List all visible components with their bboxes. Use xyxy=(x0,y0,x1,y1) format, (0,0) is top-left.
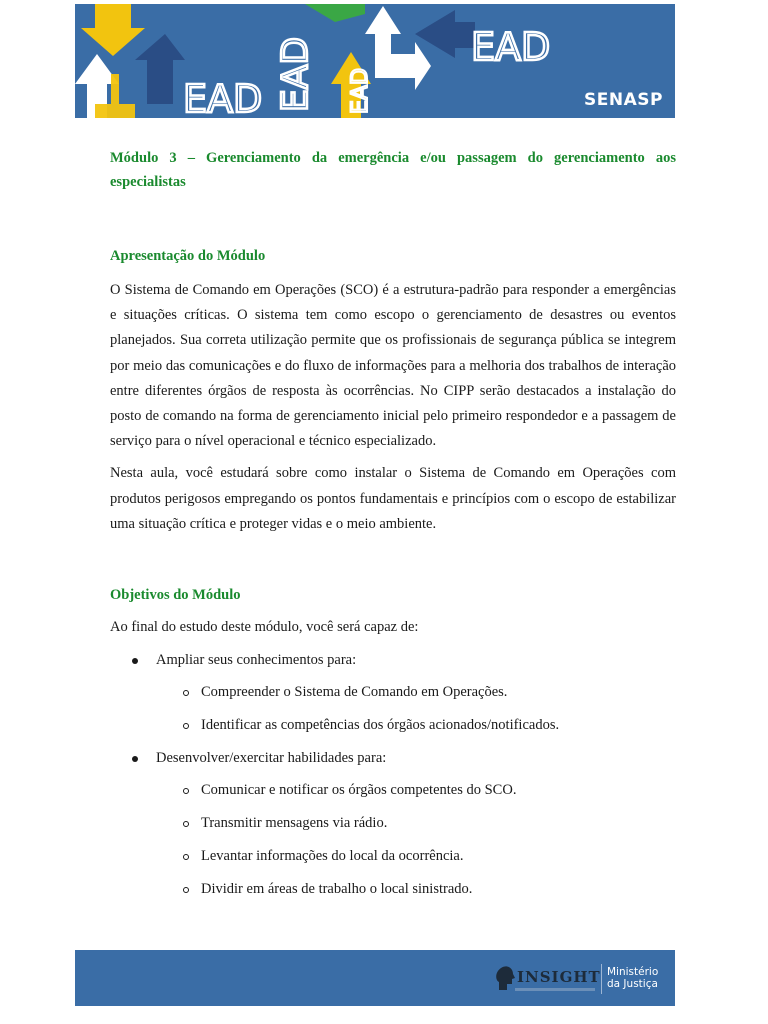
ead-logo-text: EAD xyxy=(183,77,263,118)
list-item: Comunicar e notificar os órgãos competentes do SCO. xyxy=(156,780,676,800)
bullet-icon xyxy=(132,756,138,762)
svg-text:EAD: EAD xyxy=(471,25,551,69)
svg-text:EAD: EAD xyxy=(275,36,316,112)
svg-text:EAD: EAD xyxy=(348,68,373,114)
header-banner xyxy=(75,4,675,118)
module-title: Módulo 3 – Gerenciamento da emergência e/ou passagem do gerenciamento aos especialistas xyxy=(110,150,676,190)
list-item: Levantar informações do local da ocorrência. xyxy=(156,846,676,866)
circle-bullet-icon xyxy=(183,887,189,893)
footer-banner xyxy=(75,950,675,1006)
circle-bullet-icon xyxy=(183,723,189,729)
insight-logo: INSIGHT xyxy=(493,964,601,990)
circle-bullet-icon xyxy=(183,854,189,860)
bullet-icon xyxy=(132,658,138,664)
objectives-list xyxy=(110,650,676,899)
list-item: Ampliar seus conhecimentos para: Compreender o Sistema de Comando em Operações. Identificar as competências dos órgãos acionados/notificados. xyxy=(110,650,676,735)
senasp-brand: SENASP xyxy=(584,90,663,110)
sub-list xyxy=(156,780,676,899)
circle-bullet-icon xyxy=(183,821,189,827)
presentation-heading: Apresentação do Módulo xyxy=(110,248,266,264)
list-item: Transmitir mensagens via rádio. xyxy=(156,813,676,833)
footer-divider xyxy=(601,964,602,994)
navy-arrow-icon xyxy=(135,34,185,104)
document-body xyxy=(110,146,676,899)
insight-tagline-bar xyxy=(515,988,595,991)
green-arrow-icon xyxy=(305,4,365,22)
list-item: Compreender o Sistema de Comando em Operações. xyxy=(156,682,676,702)
sub-list xyxy=(156,682,676,735)
presentation-paragraph-2: Nesta aula, você estudará sobre como instalar o Sistema de Comando em Operações com produtos perigosos empregando os pontos fundamentais e princípios com o escopo de estabilizar uma situação crítica e proteger vidas e o meio ambiente. xyxy=(110,465,676,532)
insight-head-icon xyxy=(493,964,515,990)
presentation-paragraph-1: O Sistema de Comando em Operações (SCO) é a estrutura-padrão para responder a emergências e situações críticas. O sistema tem como escopo o gerenciamento de desastres ou eventos planejados. Sua correta utilização permite que os profissionais de segurança pública se integrem por meio das comunicações e do fluxo de informações para a melhoria dos trabalhos de interação entre diferentes órgãos de resposta às ocorrências. No CIPP serão destacados a instalação do posto de comando na forma de gerenciamento inicial pelo primeiro respondedor e a passagem de serviço para o nível operacional e técnico especializado. xyxy=(110,282,676,450)
list-item: Dividir em áreas de trabalho o local sinistrado. xyxy=(156,879,676,899)
list-item: Desenvolver/exercitar habilidades para: Comunicar e notificar os órgãos competentes do SCO. Transmitir mensagens via rádio. Levantar informações do local da ocorrência. Dividir em áreas de trabalho o local sinistrado. xyxy=(110,748,676,899)
objectives-heading: Objetivos do Módulo xyxy=(110,587,241,604)
objectives-lead: Ao final do estudo deste módulo, você será capaz de: xyxy=(110,619,419,636)
circle-bullet-icon xyxy=(183,788,189,794)
list-item: Identificar as competências dos órgãos acionados/notificados. xyxy=(156,715,676,735)
yellow-arrow-icon xyxy=(81,4,145,56)
ministerio-logo: Ministério da Justiça xyxy=(607,966,659,990)
circle-bullet-icon xyxy=(183,690,189,696)
